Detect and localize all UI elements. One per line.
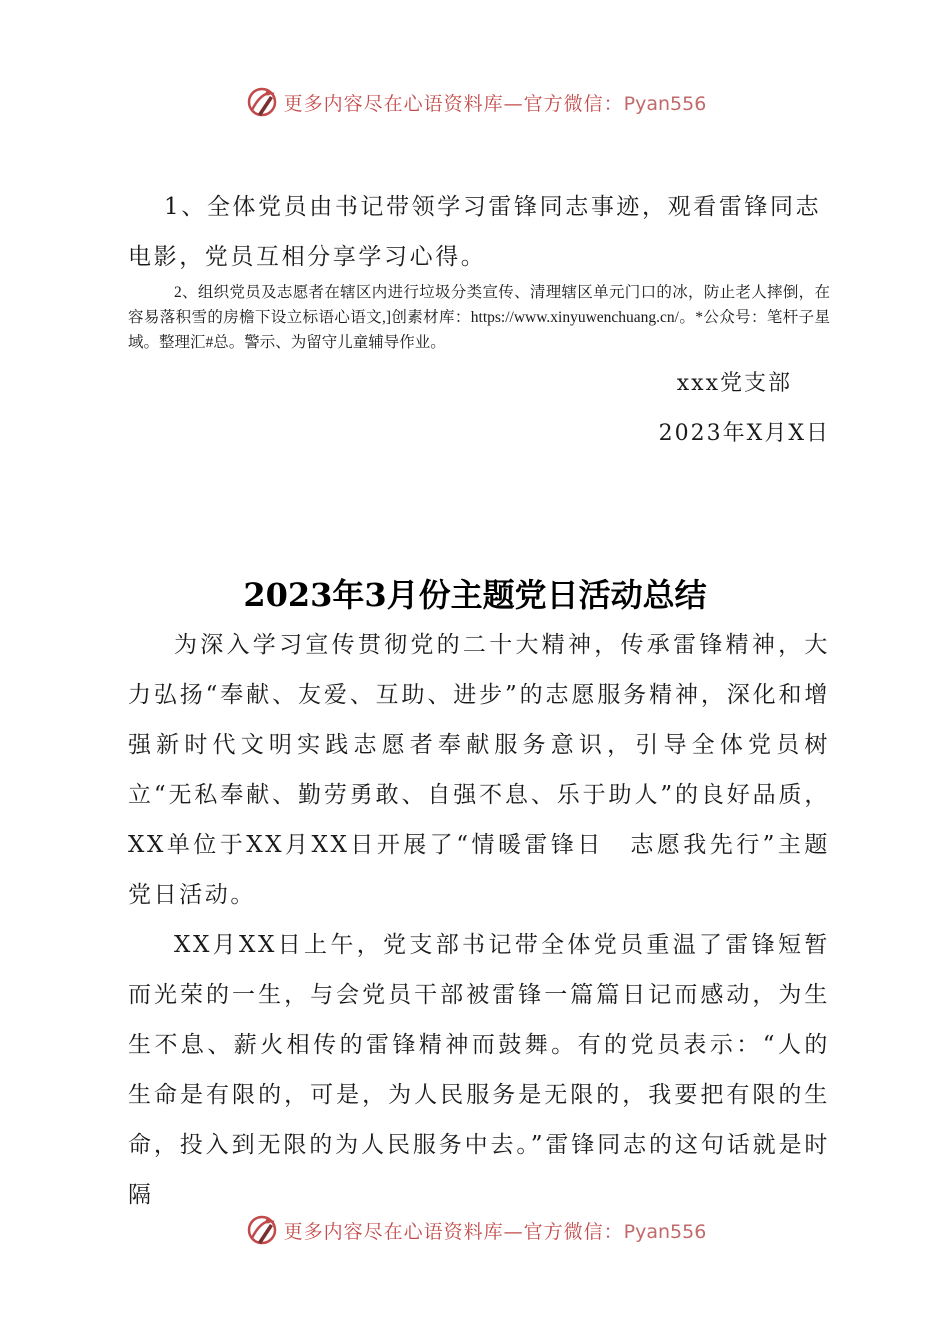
item2-block [128, 280, 830, 355]
footer-wechat-id: Pyan556 [623, 1220, 707, 1243]
footer-banner [0, 1210, 950, 1250]
paragraph-2: XX月XX日上午，党支部书记带全体党员重温了雷锋短暂而光荣的一生，与会党员干部被雷锋一篇篇日记而感动，为生生不息、薪火相传的雷锋精神而鼓舞。有的党员表示：“人的生命是有限的，可是，为人民服务是无限的，我要把有限的生命，投入到无限的为人民服务中去。”雷锋同志的这句话就是时隔 [128, 932, 830, 1208]
paragraph-1: 为深入学习宣传贯彻党的二十大精神，传承雷锋精神，大力弘扬“奉献、友爱、互助、进步”的志愿服务精神，深化和增强新时代文明实践志愿者奉献服务意识，引导全体党员树立“无私奉献、勤劳勇敢、自强不息、乐于助人”的良好品质，XX单位于XX月XX日开展了“情暖雷锋日 志愿我先行”主题党日活动。 [128, 632, 830, 908]
header-banner [0, 82, 950, 122]
top-section [128, 182, 830, 282]
item2-text: 2、组织党员及志愿者在辖区内进行垃圾分类宣传、清理辖区单元门口的冰，防止老人摔倒，在容易落积雪的房檐下设立标语心语文,]创素材库：https://www.xinyuwenchuang.cn/。*公众号：笔杆子星域。整理汇#总。警示、为留守儿童辅导作业。 [128, 284, 830, 351]
pen-swirl-logo-icon [244, 1212, 280, 1248]
banner-text: 更多内容尽在心语资料库—官方微信：Pyan556 [283, 92, 707, 115]
footer-banner-text: 更多内容尽在心语资料库—官方微信：Pyan556 [283, 1220, 707, 1243]
signature-org: xxx党支部 [676, 371, 792, 396]
item1-line2: 电影，党员互相分享学习心得。 [128, 244, 487, 270]
item1-line1: 1、全体党员由书记带领学习雷锋同志事迹，观看雷锋同志 [164, 194, 822, 220]
signature-date: 2023年X月X日 [658, 421, 830, 446]
pen-swirl-logo-icon [244, 84, 280, 120]
article-title: 2023年3月份主题党日活动总结 [243, 576, 707, 614]
wechat-id: Pyan556 [623, 92, 707, 115]
article-body [128, 620, 830, 1220]
